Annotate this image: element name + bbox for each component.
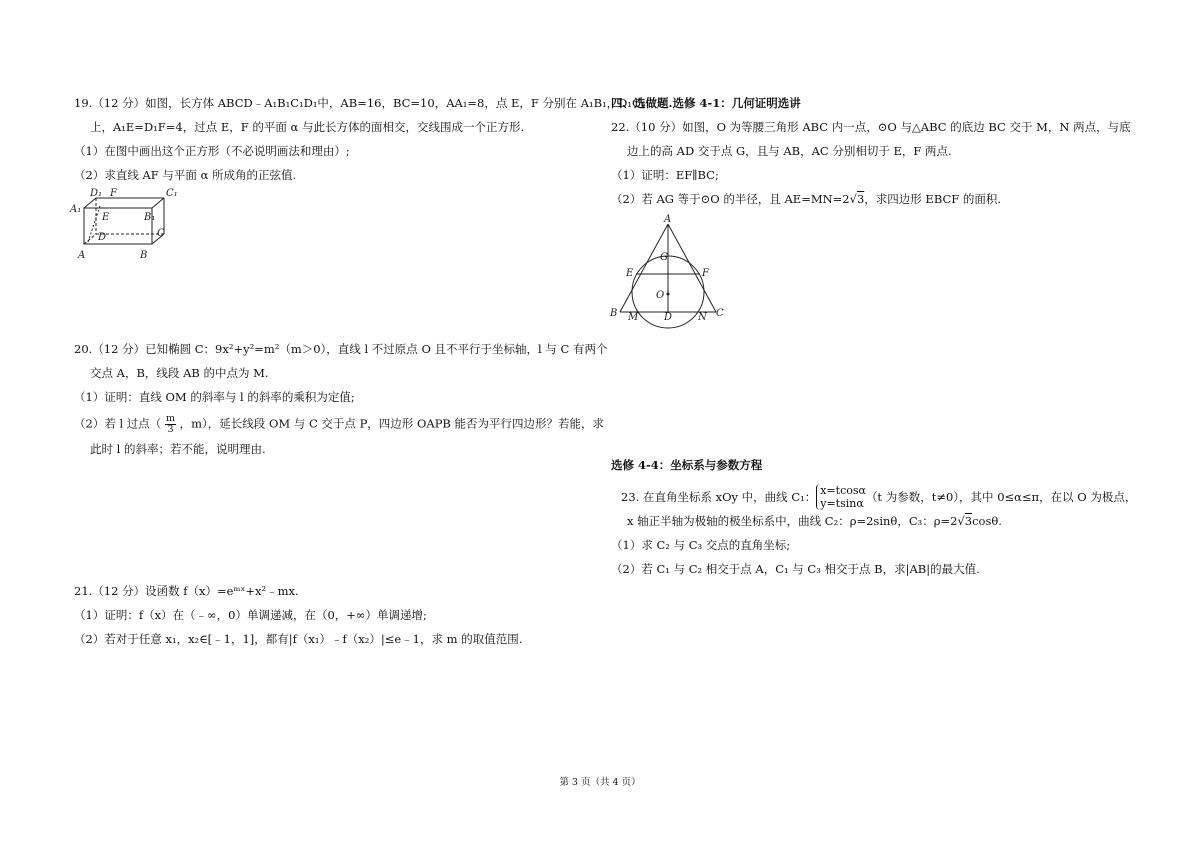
q22-part2: （2）若 AG 等于⊙O 的半径，且 AE=MN=2√3，求四边形 EBCF 的面积. bbox=[611, 192, 1002, 206]
q19-line1: 19.（12 分）如图，长方体 ABCD﹣A₁B₁C₁D₁中，AB=16，BC=10，AA₁=8，点 E，F 分别在 A₁B₁，D₁C₁ bbox=[74, 96, 646, 110]
q23-line1: 23. 在直角坐标系 xOy 中，曲线 C₁： x=tcosα y=tsinα （t 为参数，t≠0），其中 0≤α≤π，在以 O 为极点， bbox=[621, 484, 1137, 510]
section-4-1-title: 四、选做题.选修 4-1：几何证明选讲 bbox=[611, 96, 801, 110]
label-E: E bbox=[626, 268, 634, 279]
q22-line1: 22.（10 分）如图，O 为等腰三角形 ABC 内一点，⊙O 与△ABC 的底边 BC 交于 M，N 两点，与底 bbox=[611, 120, 1131, 134]
equation-system: x=tcosα y=tsinα bbox=[816, 484, 866, 510]
q22-line2: 边上的高 AD 交于点 G，且与 AB，AC 分别相切于 E，F 两点. bbox=[627, 144, 952, 158]
page-footer: 第 3 页（共 4 页） bbox=[559, 777, 641, 788]
q19-line2: 上，A₁E=D₁F=4，过点 E，F 的平面 α 与此长方体的面相交，交线围成一个正方形. bbox=[90, 120, 525, 134]
label-A1: A₁ bbox=[70, 204, 82, 215]
q23-part1: （1）求 C₂ 与 C₃ 交点的直角坐标; bbox=[611, 538, 791, 552]
q20-line2: 交点 A，B，线段 AB 的中点为 M. bbox=[90, 366, 269, 380]
label-B1: B₁ bbox=[144, 212, 156, 223]
label-C1: C₁ bbox=[166, 188, 178, 199]
q19-part2: （2）求直线 AF 与平面 α 所成角的正弦值. bbox=[74, 168, 297, 182]
sqrt-3: √3 bbox=[849, 192, 865, 206]
section-4-4-title: 选修 4-4：坐标系与参数方程 bbox=[611, 458, 763, 472]
label-M: M bbox=[628, 312, 639, 323]
label-F: F bbox=[702, 268, 709, 279]
label-C: C bbox=[157, 228, 165, 239]
label-G: G bbox=[660, 252, 668, 263]
q20-part2: （2）若 l 过点（ $\frac{m}{3}$ ，m），延长线段 OM 与 C 交于点 P，四边形 OAPB 能否为平行四边形？若能，求 bbox=[74, 413, 605, 435]
label-D: D bbox=[664, 312, 673, 323]
label-B: B bbox=[610, 308, 618, 319]
label-O: O bbox=[656, 290, 665, 301]
q20-line1: 20.（12 分）已知椭圆 C：9x²+y²=m²（m＞0），直线 l 不过原点 O 且不平行于坐标轴，l 与 C 有两个 bbox=[74, 342, 608, 356]
q22-part1: （1）证明：EF∥BC; bbox=[611, 168, 719, 182]
label-F: F bbox=[110, 188, 117, 199]
fraction-m-over-3: $\frac{m}{3}$ bbox=[165, 413, 175, 435]
q21-line1: 21.（12 分）设函数 f（x）=eᵐˣ+x²﹣mx. bbox=[74, 584, 299, 598]
q21-part2: （2）若对于任意 x₁，x₂∈[﹣1，1]，都有|f（x₁）﹣f（x₂）|≤e﹣1，求 m 的取值范围. bbox=[74, 632, 523, 646]
label-D1: D₁ bbox=[90, 188, 103, 199]
q20-line5: 此时 l 的斜率；若不能，说明理由. bbox=[90, 442, 266, 456]
label-A: A bbox=[664, 214, 672, 225]
label-D: D bbox=[98, 232, 107, 243]
q23-part2: （2）若 C₁ 与 C₂ 相交于点 A，C₁ 与 C₃ 相交于点 B，求|AB|的最大值. bbox=[611, 562, 980, 576]
label-A: A bbox=[78, 250, 86, 261]
q23-line2: x 轴正半轴为极轴的极坐标系中，曲线 C₂：ρ=2sinθ，C₃：ρ=2√3cosθ. bbox=[627, 514, 1002, 528]
q21-part1: （1）证明：f（x）在（﹣∞，0）单调递减，在（0，+∞）单调递增; bbox=[74, 608, 427, 622]
q20-part1: （1）证明：直线 OM 的斜率与 l 的斜率的乘积为定值; bbox=[74, 390, 355, 404]
sqrt-3: √3 bbox=[957, 514, 973, 528]
cuboid-figure bbox=[64, 186, 178, 262]
label-E: E bbox=[102, 212, 110, 223]
label-C: C bbox=[716, 308, 724, 319]
q19-part1: （1）在图中画出这个正方形（不必说明画法和理由）; bbox=[74, 144, 350, 158]
triangle-circle-figure bbox=[606, 212, 730, 330]
label-B: B bbox=[140, 250, 148, 261]
label-N: N bbox=[698, 312, 707, 323]
